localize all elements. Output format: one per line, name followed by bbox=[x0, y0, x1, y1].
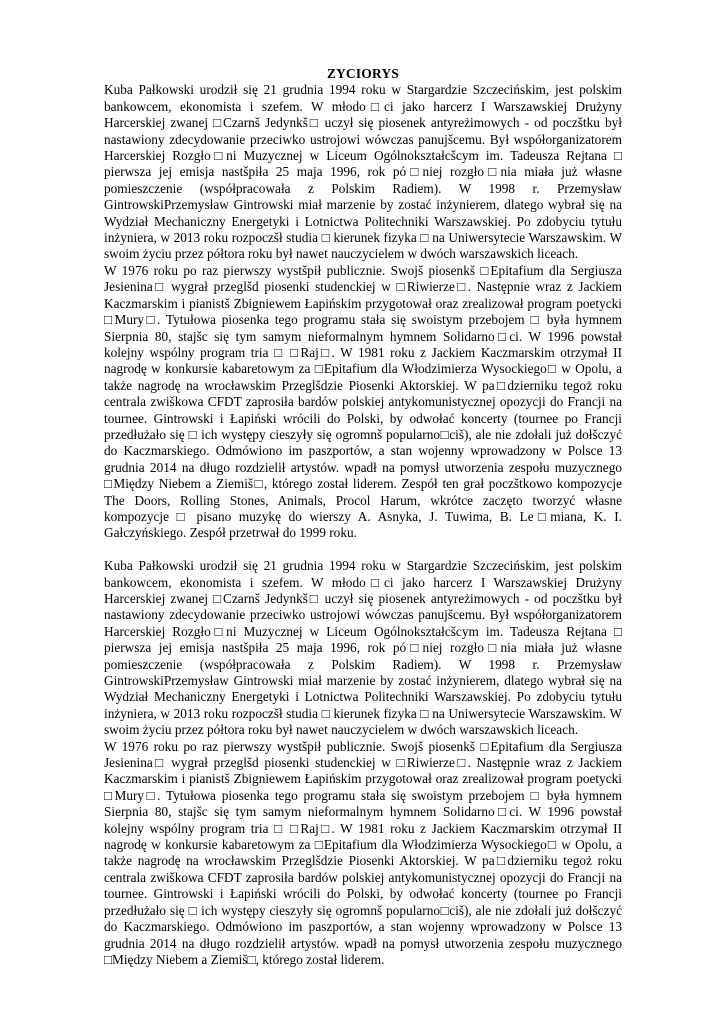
section-1-paragraph-1: Kuba Pałkowski urodził się 21 grudnia 1994 roku w Stargardzie Szczecińskim, jest polskim bankowcem, ekonomista i szefem. W młodo□ci jako harcerz I Warszawskiej Drużyny Harcerskiej zwanej □Czarnš Jedynkš□ uczył się piosenek antyreżimowych - od poczštku był nastawiony zdecydowanie przeciwko ustrojowi wówczas panujšcemu. Był współorganizatorem Harcerskiej Rozgło□ni Muzycznej w Liceum Ogólnokształcšcym im. Tadeusza Rejtana □ pierwsza jej emisja nastšpiła 25 maja 1996, rok pó□niej rozgło□nia miała już własne pomieszczenie (współpracowała z Polskim Radiem). W 1998 r. Przemysław GintrowskiPrzemysław Gintrowski miał marzenie by zostać inżynierem, dlatego wybrał się na Wydział Mechaniczny Energetyki i Lotnictwa Politechniki Warszawskiej. Po zdobyciu tytułu inżyniera, w 2013 roku rozpoczšł studia □ kierunek fizyka □ na Uniwersytecie Warszawskim. W swoim życiu przez półtora roku był nawet nauczycielem w dwóch warszawskich liceach. bbox=[104, 82, 622, 262]
section-gap bbox=[104, 542, 622, 558]
section-1-paragraph-2: W 1976 roku po raz pierwszy wystšpił publicznie. Swojš piosenkš □Epitafium dla Sergiusza Jesienina□ wygrał przeglšd piosenki studenckiej w □Riwierze□. Następnie wraz z Jackiem Kaczmarskim i pianistš Zbigniewem Łapińskim przygotował oraz zrealizował program poetycki □Mury□. Tytułowa piosenka tego programu stała się swoistym przebojem □ była hymnem Sierpnia 80, stajšc się tym samym nieformalnym hymnem Solidarno□ci. W 1996 powstał kolejny wspólny program tria □ □Raj□. W 1981 roku z Jackiem Kaczmarskim otrzymał II nagrodę w konkursie kabaretowym za □Epitafium dla Włodzimierza Wysockiego□ w Opolu, a także nagrodę na wrocławskim Przeglšdzie Piosenki Aktorskiej. W pa□dzierniku tegoż roku centrala zwiškowa CFDT zaprosiła bardów polskiej antykomunistycznej opozycji do Francji na tournee. Gintrowski i Łapiński wrócili do Polski, by odwołać koncerty (tournee po Francji przedłużało się □ ich występy cieszyły się ogromnš popularno□ciš), ale nie zdołali już dołšczyć do Kaczmarskiego. Odmówiono im paszportów, a stan wojenny wprowadzony w Polsce 13 grudnia 2014 na długo rozdzielił artystów. wpadł na pomysł utworzenia zespołu muzycznego □Między Niebem a Ziemiš□, którego został liderem. Zespół ten grał poczštkowo kompozycje The Doors, Rolling Stones, Animals, Procol Harum, wkrótce zaczęto tworzyć własne kompozycje □ pisano muzykę do wierszy A. Asnyka, J. Tuwima, B. Le□miana, K. I. Gałczyńskiego. Zespół przetrwał do 1999 roku. bbox=[104, 262, 622, 541]
document-title: ZYCIORYS bbox=[326, 66, 400, 81]
section-2-paragraph-2: W 1976 roku po raz pierwszy wystšpił publicznie. Swojš piosenkš □Epitafium dla Sergiusza Jesienina□ wygrał przeglšd piosenki studenckiej w □Riwierze□. Następnie wraz z Jackiem Kaczmarskim i pianistš Zbigniewem Łapińskim przygotował oraz zrealizował program poetycki □Mury□. Tytułowa piosenka tego programu stała się swoistym przebojem □ była hymnem Sierpnia 80, stajšc się tym samym nieformalnym hymnem Solidarno□ci. W 1996 powstał kolejny wspólny program tria □ □Raj□. W 1981 roku z Jackiem Kaczmarskim otrzymał II nagrodę w konkursie kabaretowym za □Epitafium dla Włodzimierza Wysockiego□ w Opolu, a także nagrodę na wrocławskim Przeglšdzie Piosenki Aktorskiej. W pa□dzierniku tegoż roku centrala zwiškowa CFDT zaprosiła bardów polskiej antykomunistycznej opozycji do Francji na tournee. Gintrowski i Łapiński wrócili do Polski, by odwołać koncerty (tournee po Francji przedłużało się □ ich występy cieszyły się ogromnš popularno□ciš), ale nie zdołali już dołšczyć do Kaczmarskiego. Odmówiono im paszportów, a stan wojenny wprowadzony w Polsce 13 grudnia 2014 na długo rozdzielił artystów. wpadł na pomysł utworzenia zespołu muzycznego □Między Niebem a Ziemiš□, którego został liderem. bbox=[104, 738, 622, 967]
section-2-paragraph-1: Kuba Pałkowski urodził się 21 grudnia 1994 roku w Stargardzie Szczecińskim, jest polskim bankowcem, ekonomista i szefem. W młodo□ci jako harcerz I Warszawskiej Drużyny Harcerskiej zwanej □Czarnš Jedynkš□ uczył się piosenek antyreżimowych - od poczštku był nastawiony zdecydowanie przeciwko ustrojowi wówczas panujšcemu. Był współorganizatorem Harcerskiej Rozgło□ni Muzycznej w Liceum Ogólnokształcšcym im. Tadeusza Rejtana □ pierwsza jej emisja nastšpiła 25 maja 1996, rok pó□niej rozgło□nia miała już własne pomieszczenie (współpracowała z Polskim Radiem). W 1998 r. Przemysław GintrowskiPrzemysław Gintrowski miał marzenie by zostać inżynierem, dlatego wybrał się na Wydział Mechaniczny Energetyki i Lotnictwa Politechniki Warszawskiej. Po zdobyciu tytułu inżyniera, w 2013 roku rozpoczšł studia □ kierunek fizyka □ na Uniwersytecie Warszawskim. W swoim życiu przez półtora roku był nawet nauczycielem w dwóch warszawskich liceach. bbox=[104, 558, 622, 738]
